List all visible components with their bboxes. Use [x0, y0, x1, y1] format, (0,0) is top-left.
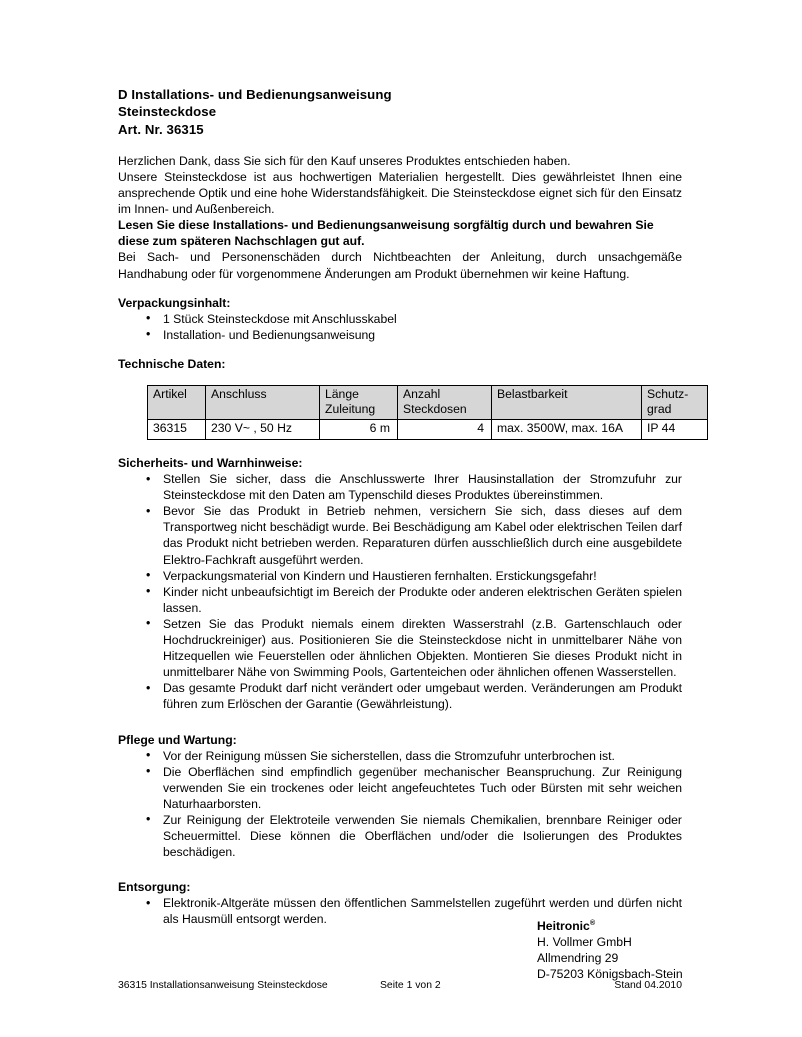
- safety-heading: Sicherheits- und Warnhinweise:: [118, 456, 303, 471]
- company-street: Allmendring 29: [537, 951, 619, 966]
- intro-bold-notice: Lesen Sie diese Installations- und Bedienungsanweisung sorgfältig durch und bewahren Sie diese zum späteren Nachschlagen gut auf.: [118, 218, 654, 249]
- packaging-heading: Verpackungsinhalt:: [118, 295, 231, 310]
- list-item: • Elektronik-Altgeräte müssen den öffentlichen Sammelstellen zugeführt werden und dürfen nicht als Hausmüll entsorgt werden.: [118, 895, 682, 927]
- care-list: [118, 748, 682, 861]
- list-item: • Stellen Sie sicher, dass die Anschlusswerte Ihrer Hausinstallation der Stromzufuhr zur Steinsteckdose mit den Daten am Typenschild dieses Produktes übereinstimmen.: [118, 471, 682, 503]
- document-title: [118, 86, 682, 138]
- title-line-1: D Installations- und Bedienungsanweisung: [118, 87, 392, 102]
- list-item: • Zur Reinigung der Elektroteile verwenden Sie niemals Chemikalien, brennbare Reiniger oder Scheuermittel. Diese können die Oberflächen und/oder die Isolierungen des Produktes beschädigen.: [118, 812, 682, 860]
- footer-page-number: Seite 1 von 2: [380, 980, 441, 991]
- disposal-heading: Entsorgung:: [118, 880, 191, 895]
- footer-revision-date: Stand 04.2010: [614, 980, 682, 991]
- company-legal-name: H. Vollmer GmbH: [537, 935, 632, 950]
- brand-name: [537, 918, 683, 934]
- registered-trademark-icon: ®: [589, 917, 596, 927]
- table-col-artikel: Artikel: [148, 386, 206, 420]
- table-col-anzahl-line1: Anzahl: [403, 387, 441, 402]
- list-item: • Installation- und Bedienungsanweisung: [118, 327, 682, 343]
- title-line-2: Steinsteckdose: [118, 104, 217, 120]
- cell-laenge: 6 m: [320, 420, 398, 440]
- cell-schutzgrad: IP 44: [642, 420, 708, 440]
- brand-text: Heitronic: [537, 919, 590, 933]
- packaging-list: [118, 311, 682, 343]
- intro-paragraph-1: Unsere Steinsteckdose ist aus hochwertigen Materialien hergestellt. Dies gewährleistet Ihnen eine ansprechende Optik und eine hohe Widerstandsfähigkeit. Die Steinsteckdose eignet sich für den Einsatz im Innen- und Außenbereich.: [118, 169, 682, 217]
- technical-data-table: [147, 385, 708, 440]
- table-col-anzahl-line2: Steckdosen: [403, 402, 467, 417]
- table-col-schutzgrad: [642, 386, 708, 420]
- cell-anschluss: 230 V~ , 50 Hz: [206, 420, 320, 440]
- list-item: • Das gesamte Produkt darf nicht verändert oder umgebaut werden. Veränderungen am Produkt führen zum Erlöschen der Garantie (Gewährleistung).: [118, 680, 682, 712]
- table-col-laenge-zuleitung: [320, 386, 398, 420]
- company-city: D-75203 Königsbach-Stein: [537, 967, 683, 982]
- cell-artikel: 36315: [148, 420, 206, 440]
- list-item: • Setzen Sie das Produkt niemals einem direkten Wasserstrahl (z.B. Gartenschlauch oder Hochdruckreiniger) aus. Positionieren Sie die Steinsteckdose nicht in unmittelbarer Nähe von Hitzequellen wie Feuerstellen oder ähnlichen Objekten. Montieren Sie dieses Produkt nicht in unmittelbarer Nähe von Swimming Pools, Gartenteichen oder ähnlichen offenen Wasserstellen.: [118, 616, 682, 680]
- cell-belastbarkeit: max. 3500W, max. 16A: [492, 420, 642, 440]
- table-col-anschluss: Anschluss: [206, 386, 320, 420]
- table-col-anzahl-steckdosen: [398, 386, 492, 420]
- cell-anzahl: 4: [398, 420, 492, 440]
- document-content: [118, 86, 689, 928]
- table-header-row: [148, 386, 708, 420]
- footer-document-reference: 36315 Installationsanweisung Steinsteckdose: [118, 980, 328, 991]
- table-body: [148, 420, 708, 440]
- company-address: [537, 918, 683, 982]
- list-item: • 1 Stück Steinsteckdose mit Anschlusskabel: [118, 311, 682, 327]
- table-col-laenge-line2: Zuleitung: [325, 402, 376, 417]
- table-col-schutzgrad-line1: Schutz-: [647, 387, 689, 402]
- list-item: • Vor der Reinigung müssen Sie sicherstellen, dass die Stromzufuhr unterbrochen ist.: [118, 748, 682, 764]
- list-item: • Die Oberflächen sind empfindlich gegenüber mechanischer Beanspruchung. Zur Reinigung verwenden Sie ein trockenes oder leicht angefeuchtetes Tuch oder Bürsten mit sehr weichen Naturhaarborsten.: [118, 764, 682, 812]
- safety-list: [118, 471, 682, 712]
- list-item: • Bevor Sie das Produkt in Betrieb nehmen, versichern Sie sich, dass dieses auf dem Transportweg nicht beschädigt wurde. Bei Beschädigung am Kabel oder elektrischen Teilen darf das Produkt nicht betrieben werden. Reparaturen dürfen ausschließlich durch eine ausgebildete Elektro-Fachkraft ausgeführt werden.: [118, 503, 682, 567]
- table-col-belastbarkeit: Belastbarkeit: [492, 386, 642, 420]
- care-heading: Pflege und Wartung:: [118, 732, 237, 747]
- intro-paragraph-2: Bei Sach- und Personenschäden durch Nichtbeachten der Anleitung, durch unsachgemäße Handhabung oder für vorgenommene Änderungen am Produkt übernehmen wir keine Haftung.: [118, 250, 682, 281]
- table-col-laenge-line1: Länge: [325, 387, 359, 402]
- list-item: • Kinder nicht unbeaufsichtigt im Bereich der Produkte oder anderen elektrischen Geräten spielen lassen.: [118, 584, 682, 616]
- table-col-schutzgrad-line2: grad: [647, 402, 672, 417]
- list-item: • Verpackungsmaterial von Kindern und Haustieren fernhalten. Erstickungsgefahr!: [118, 568, 682, 584]
- table-header: [148, 386, 708, 420]
- technical-heading: Technische Daten:: [118, 356, 226, 371]
- table-row: [148, 420, 708, 440]
- intro-thank-you: Herzlichen Dank, dass Sie sich für den Kauf unseres Produktes entschieden haben.: [118, 153, 571, 168]
- title-line-3: Art. Nr. 36315: [118, 121, 204, 137]
